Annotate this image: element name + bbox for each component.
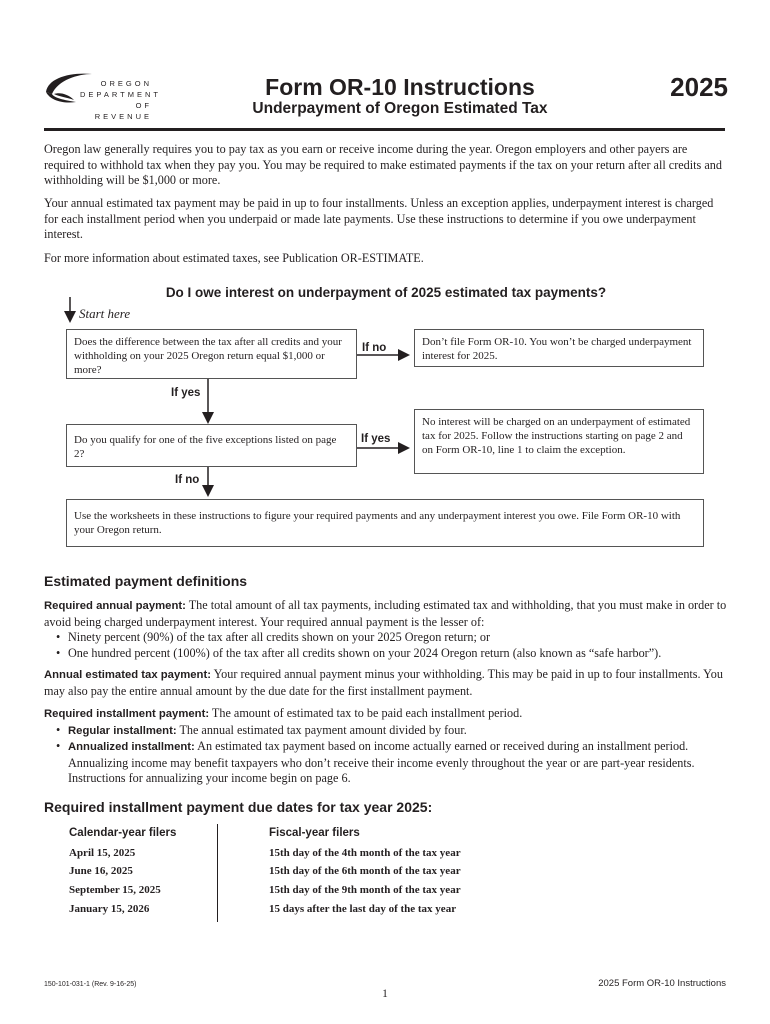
regular-installment-term: Regular installment: [68, 724, 177, 737]
table-row-4-fiscal: 15 days after the last day of the tax year [269, 903, 457, 915]
regular-installment-item [44, 723, 728, 740]
logo-line-2: DEPARTMENT [80, 90, 161, 99]
table-row-2-fiscal: 15th day of the 6th month of the tax year [269, 865, 461, 877]
q1-yes-label: If yes [171, 387, 201, 399]
annualized-installment-text: An estimated tax payment based on income actually earned or received during an installment period. Annualizing income may benefit taxpayers who don’t receive their income evenly throughout the year or are part-year residents. Instructions for annualizing your income begin on page 6. [68, 739, 695, 786]
annual-estimated-term: Annual estimated tax payment: [44, 669, 211, 681]
required-annual-term: Required annual payment: [44, 600, 186, 612]
required-annual-bullet-1: • Ninety percent (90%) of the tax after all credits shown on your 2025 Oregon return; or [44, 630, 728, 646]
table-row-1-fiscal: 15th day of the 4th month of the tax year [269, 847, 461, 859]
q2-yes-label: If yes [361, 433, 391, 445]
q2-no-label: If no [175, 474, 200, 486]
required-installment-text: The amount of estimated tax to be paid each installment period. [211, 706, 523, 720]
flowchart-start-label: Start here [79, 306, 131, 321]
due-dates-heading: Required installment payment due dates for tax year 2025: [44, 799, 433, 815]
page-number: 1 [382, 988, 388, 1000]
calendar-year-header: Calendar-year filers [69, 827, 177, 839]
definition-required-annual [44, 598, 728, 661]
required-annual-bullet-2: • One hundred percent (100%) of the tax after all credits shown on your 2024 Oregon return (also known as “safe harbor”). [44, 646, 728, 662]
intro-paragraph-2: Your annual estimated tax payment may be paid in up to four installments. Unless an exception applies, underpayment interest is charged for each installment period when you underpaid or made late payments. Use these instructions to determine if you owe underpayment interest. [44, 196, 714, 242]
flowchart-heading: Do I owe interest on underpayment of 2025 estimated tax payments? [165, 285, 607, 300]
logo-line-1: OREGON [100, 79, 152, 88]
table-row-4-calendar: January 15, 2026 [69, 903, 150, 915]
annual-estimated-text: Your required annual payment minus your withholding. This may be paid in up to four installments. You may also pay the entire annual amount by the due date for the first installment payment. [44, 667, 723, 698]
flowchart-result-exception: No interest will be charged on an underpayment of estimated tax for 2025. Follow the instructions starting on page 2 and on Form OR-10, line 1 to claim the exception. [414, 409, 704, 474]
required-annual-text: The total amount of all tax payments, including estimated tax and withholding, that you must make in order to avoid being charged underpayment interest. Your required annual payment is the lesser of: [44, 598, 727, 629]
table-row-2-calendar: June 16, 2025 [69, 865, 133, 877]
required-installment-term: Required installment payment: [44, 708, 210, 720]
definition-annual-estimated [44, 667, 728, 699]
annualized-installment-item [44, 739, 728, 787]
page-subtitle: Underpayment of Oregon Estimated Tax [252, 100, 548, 117]
definition-required-installment [44, 706, 728, 787]
fiscal-year-header: Fiscal-year filers [269, 827, 360, 839]
due-dates-divider [217, 824, 218, 922]
flowchart-question-2: Do you qualify for one of the five exceptions listed on page 2? [66, 424, 357, 467]
footer-title: 2025 Form OR-10 Instructions [598, 978, 726, 989]
logo-line-3: OF REVENUE [94, 101, 152, 121]
flowchart-result-no-file: Don’t file Form OR-10. You won’t be charged underpayment interest for 2025. [414, 329, 704, 367]
flowchart-question-1: Does the difference between the tax after all credits and your withholding on your 2025 Oregon return equal $1,000 or more? [66, 329, 357, 379]
q1-no-label: If no [362, 342, 387, 354]
annualized-installment-term: Annualized installment: [68, 741, 195, 754]
table-row-3-calendar: September 15, 2025 [69, 884, 161, 896]
flowchart-final-step: Use the worksheets in these instructions to figure your required payments and any underpayment interest you owe. File Form OR-10 with your Oregon return. [66, 499, 704, 547]
definitions-heading: Estimated payment definitions [44, 573, 248, 589]
intro-paragraph-3: For more information about estimated taxes, see Publication OR-ESTIMATE. [44, 251, 424, 265]
page-title: Form OR-10 Instructions [265, 74, 535, 100]
footer-form-code: 150-101-031-1 (Rev. 9-16-25) [44, 981, 137, 988]
table-row-1-calendar: April 15, 2025 [69, 847, 136, 859]
regular-installment-text: The annual estimated tax payment amount divided by four. [179, 722, 467, 737]
intro-paragraph-1: Oregon law generally requires you to pay tax as you earn or receive income during the year. Oregon employers and other payers are required to withhold tax when they pay you. You may be required to make estimated payments if the tax on your return after all credits and withholding will be $1,000 or more. [44, 142, 722, 188]
form-year: 2025 [670, 72, 728, 102]
table-row-3-fiscal: 15th day of the 9th month of the tax year [269, 884, 461, 896]
